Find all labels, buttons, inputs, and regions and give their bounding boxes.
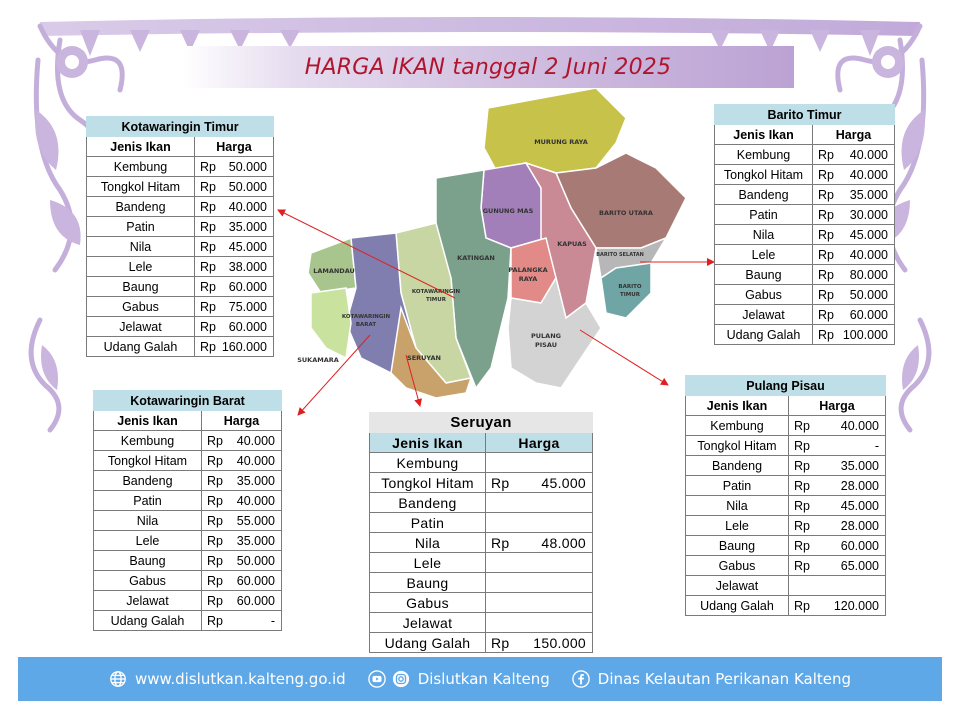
fish-price [813,245,895,265]
price-amount: 35.000 [236,473,276,488]
footer-website[interactable] [109,670,346,688]
map-label-murung-raya: MURUNG RAYA [534,138,588,146]
fish-name: Jelawat [686,576,789,596]
table-row [715,325,895,345]
currency-label: Rp [207,553,223,568]
currency-label: Rp [794,518,810,533]
price-amount: 40.000 [228,199,268,214]
table-row [94,571,282,591]
currency-label: Rp [818,187,834,202]
table-row [87,157,274,177]
fish-price [486,593,593,613]
table-region-title: Pulang Pisau [686,376,886,396]
fish-name: Udang Galah [94,611,202,631]
table-row [715,285,895,305]
table-row [94,531,282,551]
fish-price [202,451,282,471]
currency-label: Rp [207,533,223,548]
table-row [715,265,895,285]
fish-price [202,591,282,611]
currency-label: Rp [207,593,223,608]
fish-name: Nila [87,237,195,257]
map-label-pulang-pisau-line2: PISAU [535,341,557,349]
price-amount: 28.000 [840,518,879,533]
column-header-price: Harga [195,137,274,157]
fish-name: Jelawat [370,613,486,633]
price-amount: 40.000 [849,247,888,262]
fish-name: Jelawat [87,317,195,337]
price-amount: 30.000 [849,207,888,222]
fish-price [789,556,886,576]
column-header-fish: Jenis Ikan [94,411,202,431]
fish-price [486,453,593,473]
fish-price [813,205,895,225]
map-label-lamandau: LAMANDAU [313,267,355,275]
currency-label: Rp [200,219,216,234]
map-label-barito-selatan: BARITO SELATAN [596,252,644,258]
fish-name: Kembung [686,416,789,436]
fish-name: Gabus [686,556,789,576]
map-label-sukamara: SUKAMARA [297,356,339,364]
fish-name: Gabus [715,285,813,305]
price-amount: 60.000 [840,538,879,553]
map-region-murung-raya [484,88,626,173]
fish-price [486,573,593,593]
price-amount: 50.000 [849,287,888,302]
table-row [686,576,886,596]
table-row [94,471,282,491]
fish-name: Bandeng [370,493,486,513]
fish-price [195,297,274,317]
currency-label: Rp [200,339,216,354]
fish-price [486,633,593,653]
price-amount: 50.000 [228,179,268,194]
currency-label: Rp [207,613,223,628]
youtube-icon [368,670,386,688]
price-table-kotawaringin-timur [86,116,274,357]
table-row [686,516,886,536]
fish-name: Baung [87,277,195,297]
table-row [715,225,895,245]
fish-price [202,511,282,531]
currency-label: Rp [200,239,216,254]
fish-name: Bandeng [94,471,202,491]
price-amount: 60.000 [228,319,268,334]
table-row [87,217,274,237]
fish-price [486,473,593,493]
fish-price [486,553,593,573]
table-row [370,633,593,653]
fish-name: Lele [686,516,789,536]
fish-name: Gabus [370,593,486,613]
map-label-barito-timur-line1: BARITO [618,284,642,290]
table-row [715,205,895,225]
currency-label: Rp [491,634,510,651]
fish-price [195,157,274,177]
table-row [686,456,886,476]
currency-label: Rp [794,558,810,573]
currency-label: Rp [794,438,810,453]
fish-name: Udang Galah [686,596,789,616]
table-row [686,496,886,516]
currency-label: Rp [200,159,216,174]
fish-name: Baung [686,536,789,556]
price-amount: 40.000 [236,493,276,508]
fish-name: Tongkol Hitam [715,165,813,185]
fish-name: Baung [94,551,202,571]
price-amount: 150.000 [533,634,587,651]
table-row [94,431,282,451]
fish-name: Kembung [94,431,202,451]
price-amount: 40.000 [840,418,879,433]
table-row [686,556,886,576]
price-amount: 35.000 [236,533,276,548]
price-amount: 40.000 [236,453,276,468]
table-row [715,185,895,205]
column-header-fish: Jenis Ikan [370,433,486,453]
page-title: HARGA IKAN tanggal 2 Juni 2025 [304,54,672,80]
price-amount: - [270,613,276,628]
fish-name: Bandeng [686,456,789,476]
fish-name: Lele [94,531,202,551]
table-row [686,436,886,456]
currency-label: Rp [207,493,223,508]
currency-label: Rp [200,199,216,214]
fish-price [789,496,886,516]
fish-name: Udang Galah [87,337,195,357]
map-label-kotim-line2: TIMUR [426,297,446,303]
currency-label: Rp [207,573,223,588]
price-amount: 40.000 [236,433,276,448]
price-amount: 50.000 [228,159,268,174]
table-row [686,536,886,556]
price-amount: 45.000 [849,227,888,242]
currency-label: Rp [818,207,834,222]
fish-name: Nila [94,511,202,531]
table-region-title: Seruyan [370,413,593,433]
fish-name: Patin [686,476,789,496]
price-amount: 160.000 [221,339,268,354]
currency-label: Rp [818,247,834,262]
fish-price [195,217,274,237]
fish-price [789,536,886,556]
fish-price [195,197,274,217]
price-amount: 50.000 [236,553,276,568]
currency-label: Rp [794,538,810,553]
fish-price [789,576,886,596]
currency-label: Rp [818,327,834,342]
table-row [370,513,593,533]
table-row [370,613,593,633]
map-label-seruyan: SERUYAN [407,354,441,362]
currency-label: Rp [818,287,834,302]
fish-name: Nila [370,533,486,553]
fish-name: Patin [94,491,202,511]
price-amount: 38.000 [228,259,268,274]
table-row [87,197,274,217]
fish-price [202,551,282,571]
map-region-lamandau [308,238,356,293]
price-amount: 75.000 [228,299,268,314]
table-row [370,593,593,613]
price-amount: 40.000 [849,147,888,162]
fish-name: Gabus [87,297,195,317]
footer-social[interactable] [368,670,550,688]
fish-name: Gabus [94,571,202,591]
table-row [715,245,895,265]
map-label-barito-utara: BARITO UTARA [599,209,653,217]
fish-price [486,513,593,533]
currency-label: Rp [200,259,216,274]
fish-price [789,456,886,476]
price-amount: 60.000 [236,573,276,588]
fish-price [813,185,895,205]
currency-label: Rp [200,299,216,314]
title-banner [182,46,794,88]
price-amount: 120.000 [833,598,879,613]
price-amount: 48.000 [541,534,587,551]
price-amount: 100.000 [842,327,888,342]
map-label-kobar-line2: BARAT [355,322,377,328]
fish-price [195,257,274,277]
currency-label: Rp [794,478,810,493]
currency-label: Rp [491,534,510,551]
region-map [296,88,696,408]
fish-price [813,305,895,325]
table-row [715,165,895,185]
fish-price [789,596,886,616]
table-region-title: Kotawaringin Timur [87,117,274,137]
currency-label: Rp [794,458,810,473]
facebook-page[interactable]: Dinas Kelautan Perikanan Kalteng [597,670,852,688]
map-label-palangka-raya-line2: RAYA [518,275,538,283]
fish-price [813,325,895,345]
fish-name: Jelawat [715,305,813,325]
fish-price [486,533,593,553]
fish-name: Patin [715,205,813,225]
price-amount: 60.000 [228,279,268,294]
table-row [370,553,593,573]
fish-price [202,571,282,591]
fish-name: Bandeng [715,185,813,205]
fish-price [195,177,274,197]
fish-name: Nila [715,225,813,245]
column-header-fish: Jenis Ikan [686,396,789,416]
column-header-price: Harga [486,433,593,453]
table-row [686,476,886,496]
fish-name: Udang Galah [715,325,813,345]
instagram-icon [392,670,410,688]
table-row [715,305,895,325]
price-amount: 35.000 [849,187,888,202]
table-row [370,473,593,493]
price-amount: 35.000 [228,219,268,234]
map-label-katingan: KATINGAN [457,254,495,262]
currency-label: Rp [200,179,216,194]
fish-name: Lele [87,257,195,277]
price-table-kotawaringin-barat [93,390,282,631]
table-row [370,533,593,553]
table-row [87,317,274,337]
table-row [94,511,282,531]
table-row [94,591,282,611]
price-table-seruyan [369,412,593,653]
price-amount: 45.000 [228,239,268,254]
fish-price [813,165,895,185]
fish-price [813,285,895,305]
price-amount: 80.000 [849,267,888,282]
fish-price [789,436,886,456]
table-row [370,573,593,593]
table-row [87,257,274,277]
price-amount: 45.000 [541,474,587,491]
currency-label: Rp [818,307,834,322]
fish-price [789,476,886,496]
price-amount: 40.000 [849,167,888,182]
fish-name: Jelawat [94,591,202,611]
fish-name: Tongkol Hitam [87,177,195,197]
price-amount: 60.000 [849,307,888,322]
currency-label: Rp [200,279,216,294]
table-row [370,493,593,513]
column-header-fish: Jenis Ikan [715,125,813,145]
map-label-palangka-raya-line1: PALANGKA [508,266,548,274]
map-label-pulang-pisau-line1: PULANG [531,332,561,340]
fish-price [486,613,593,633]
currency-label: Rp [794,498,810,513]
price-amount: 28.000 [840,478,879,493]
fish-price [202,531,282,551]
currency-label: Rp [207,473,223,488]
currency-label: Rp [818,167,834,182]
map-label-gunung-mas: GUNUNG MAS [482,207,534,215]
fish-price [202,471,282,491]
fish-price [789,516,886,536]
currency-label: Rp [207,433,223,448]
fish-price [486,493,593,513]
currency-label: Rp [794,418,810,433]
fish-name: Tongkol Hitam [686,436,789,456]
table-row [94,451,282,471]
fish-price [813,265,895,285]
fish-price [195,277,274,297]
map-label-kobar-line1: KOTAWARINGIN [341,314,391,320]
column-header-price: Harga [202,411,282,431]
price-amount: 60.000 [236,593,276,608]
currency-label: Rp [207,453,223,468]
currency-label: Rp [818,267,834,282]
fish-price [789,416,886,436]
table-row [94,551,282,571]
currency-label: Rp [207,513,223,528]
fish-name: Tongkol Hitam [94,451,202,471]
fish-price [813,145,895,165]
currency-label: Rp [818,227,834,242]
table-row [87,277,274,297]
price-amount: 45.000 [840,498,879,513]
column-header-price: Harga [813,125,895,145]
price-amount: 65.000 [840,558,879,573]
table-row [94,611,282,631]
column-header-fish: Jenis Ikan [87,137,195,157]
fish-name: Bandeng [87,197,195,217]
price-amount: 35.000 [840,458,879,473]
table-region-title: Barito Timur [715,105,895,125]
fish-name: Lele [715,245,813,265]
fish-name: Kembung [715,145,813,165]
map-label-kotim-line1: KOTAWARINGIN [411,289,461,295]
fish-price [195,317,274,337]
table-row [686,596,886,616]
fish-price [195,337,274,357]
price-amount: - [874,438,879,453]
footer-bar [18,657,942,701]
globe-icon [109,670,127,688]
fish-name: Baung [715,265,813,285]
fish-name: Udang Galah [370,633,486,653]
price-table-pulang-pisau [685,375,886,616]
fish-price [202,611,282,631]
social-handle[interactable]: Dislutkan Kalteng [417,670,550,688]
website-link[interactable]: www.dislutkan.kalteng.go.id [134,670,346,688]
fish-name: Patin [370,513,486,533]
currency-label: Rp [200,319,216,334]
currency-label: Rp [818,147,834,162]
fish-name: Baung [370,573,486,593]
fish-price [813,225,895,245]
fish-name: Kembung [370,453,486,473]
table-row [87,177,274,197]
table-row [686,416,886,436]
table-region-title: Kotawaringin Barat [94,391,282,411]
currency-label: Rp [491,474,510,491]
table-row [94,491,282,511]
facebook-icon [572,670,590,688]
fish-price [195,237,274,257]
fish-name: Kembung [87,157,195,177]
table-row [370,453,593,473]
price-table-barito-timur [714,104,895,345]
price-amount: 55.000 [236,513,276,528]
table-row [87,237,274,257]
footer-facebook[interactable] [572,670,851,688]
map-label-barito-timur-line2: TIMUR [620,292,640,298]
table-row [87,337,274,357]
map-label-kapuas: KAPUAS [557,240,587,248]
map-region-sukamara [311,288,351,358]
fish-price [202,491,282,511]
currency-label: Rp [794,598,810,613]
fish-name: Tongkol Hitam [370,473,486,493]
table-row [715,145,895,165]
fish-name: Patin [87,217,195,237]
column-header-price: Harga [789,396,886,416]
fish-name: Nila [686,496,789,516]
fish-price [202,431,282,451]
table-row [87,297,274,317]
fish-name: Lele [370,553,486,573]
